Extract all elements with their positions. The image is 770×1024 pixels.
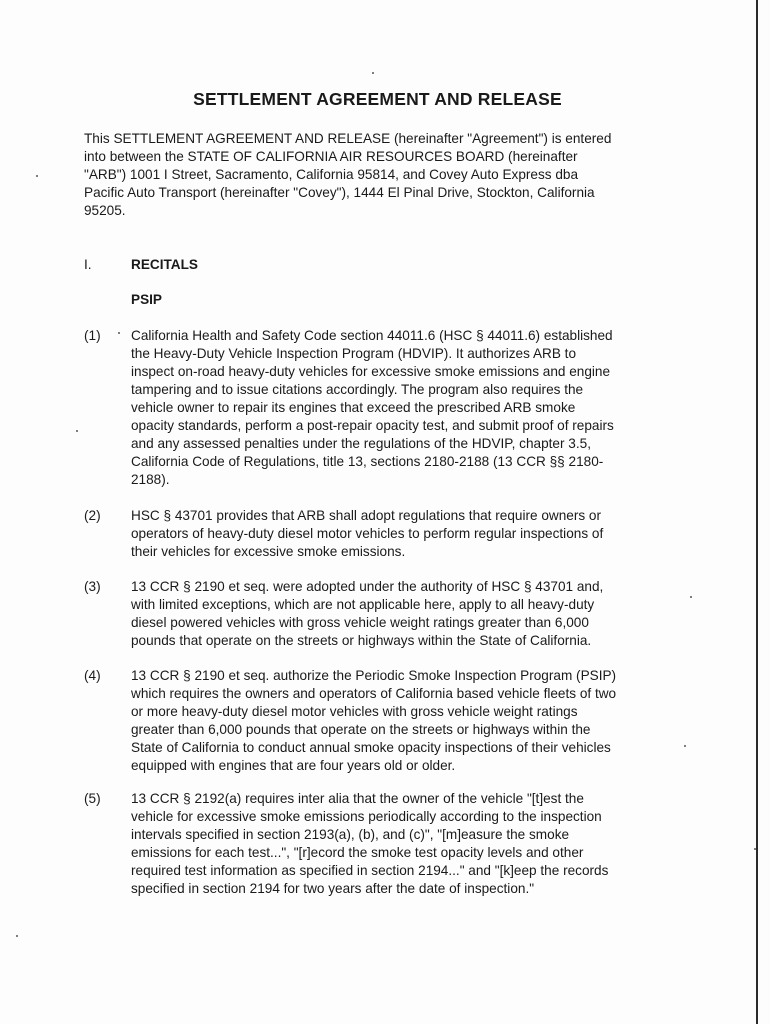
scan-speck: [690, 596, 692, 598]
paragraph-text: 13 CCR § 2190 et seq. authorize the Periodic Smoke Inspection Program (PSIP) which requires the owners and operators of California based vehicle fleets of two or more heavy-duty diesel motor vehicles with gross vehicle weight ratings greater than 6,000 pounds that operate on the streets or highways within the State of California to conduct annual smoke opacity inspections of their vehicles equipped with engines that are four years old or older.: [131, 668, 617, 773]
section-heading: RECITALS: [131, 257, 198, 272]
paragraph-text: 13 CCR § 2190 et seq. were adopted under the authority of HSC § 43701 and, with limited exceptions, which are not applicable here, apply to all heavy-duty diesel powered vehicles with gross vehicle weight ratings greater than 6,000 pounds that operate on the streets or highways within the State of California.: [131, 579, 604, 648]
scan-speck: [754, 848, 756, 850]
scan-speck: [372, 72, 374, 74]
paragraph-number: (4): [84, 668, 101, 683]
paragraph-number: (3): [84, 579, 101, 594]
scan-speck: [36, 175, 38, 177]
scan-speck: [118, 332, 120, 334]
paragraph-text: HSC § 43701 provides that ARB shall adopt regulations that require owners or operators of heavy-duty diesel motor vehicles to perform regular inspections of their vehicles for excessive smoke emissions.: [131, 508, 604, 559]
scan-speck: [16, 935, 18, 937]
paragraph-text: 13 CCR § 2192(a) requires inter alia that the owner of the vehicle "[t]est the vehicle for excessive smoke emissions periodically according to the inspection intervals specified in section 2193(a), (b), and (c)", "[m]easure the smoke emissions for each test...", "[r]ecord the smoke test opacity levels and other required test information as specified in section 2194..." and "[k]eep the records specified in section 2194 for two years after the date of inspection.": [131, 791, 609, 896]
page-edge-line: [756, 0, 758, 1024]
paragraph-number: (5): [84, 791, 101, 806]
scan-speck: [76, 430, 78, 432]
subsection-heading: PSIP: [131, 292, 162, 307]
document-title: SETTLEMENT AGREEMENT AND RELEASE: [193, 89, 562, 109]
paragraph-number: (1): [84, 328, 101, 343]
section-number: I.: [84, 257, 92, 272]
paragraph-number: (2): [84, 508, 101, 523]
paragraph-text: California Health and Safety Code section 44011.6 (HSC § 44011.6) established the Heavy-Duty Vehicle Inspection Program (HDVIP). It authorizes ARB to inspect on-road heavy-duty vehicles for excessive smoke emissions and engine tampering and to issue citations accordingly. The program also requires the vehicle owner to repair its engines that exceed the prescribed ARB smoke opacity standards, perform a post-repair opacity test, and submit proof of repairs and any assessed penalties under the regulations of the HDVIP, chapter 3.5, California Code of Regulations, title 13, sections 2180-2188 (13 CCR §§ 2180- 2188).: [131, 328, 614, 487]
intro-paragraph: This SETTLEMENT AGREEMENT AND RELEASE (hereinafter "Agreement") is entered into between the STATE OF CALIFORNIA AIR RESOURCES BOARD (hereinafter "ARB") 1001 I Street, Sacramento, California 95814, and Covey Auto Express dba Pacific Auto Transport (hereinafter "Covey"), 1444 El Pinal Drive, Stockton, California 95205.: [84, 131, 612, 218]
